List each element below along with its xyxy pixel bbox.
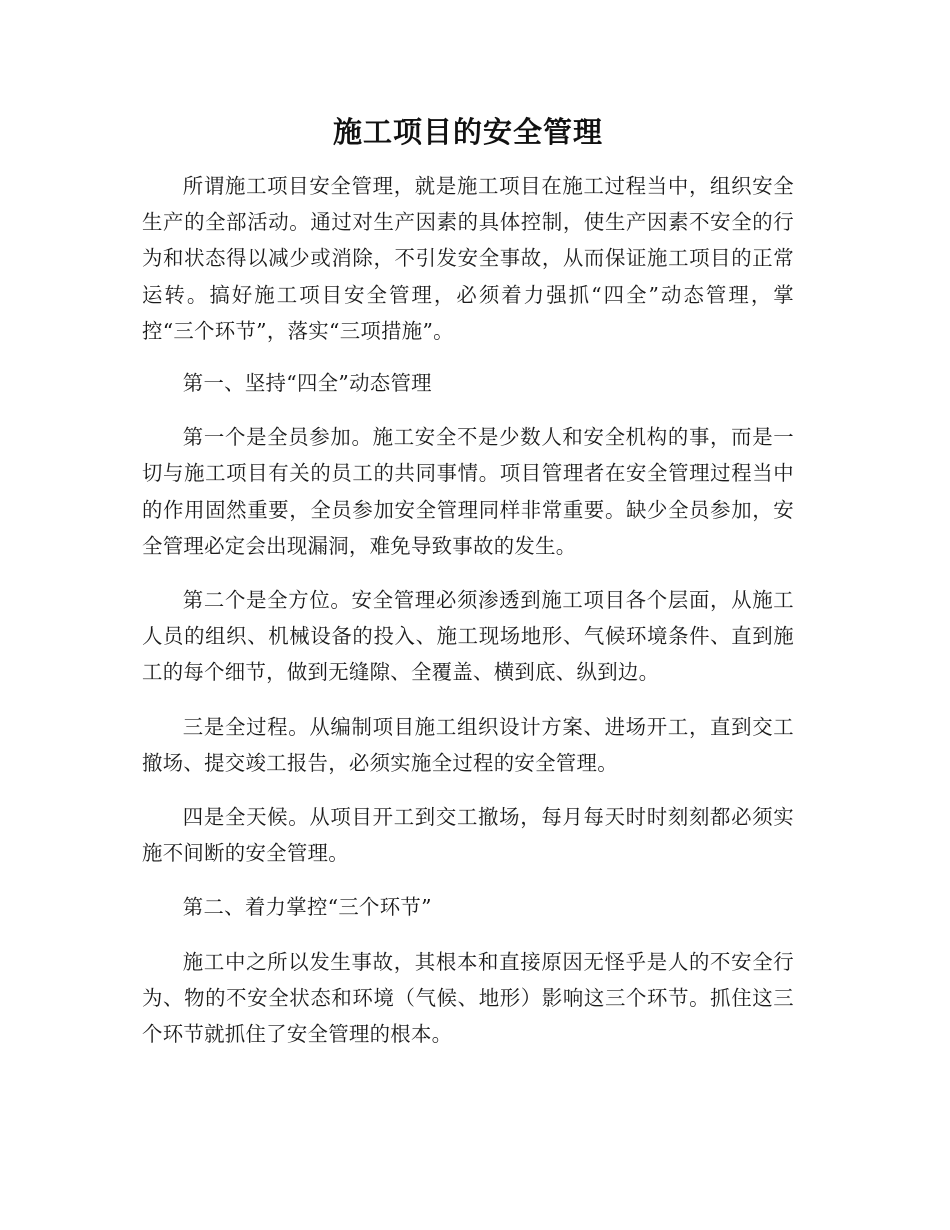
paragraph-accident-causes: 施工中之所以发生事故，其根本和直接原因无怪乎是人的不安全行为、物的不安全状态和环境（气候、地形）影响这三个环节。抓住这三个环节就抓住了安全管理的根本。 [142,949,794,1047]
section-heading-four-all: 第一、坚持“四全”动态管理 [182,371,432,396]
document-page [142,112,794,1052]
section-heading-three-links: 第二、着力掌控“三个环节” [182,895,432,920]
paragraph-all-weather: 四是全天候。从项目开工到交工撤场，每月每天时时刻刻都必须实施不间断的安全管理。 [142,805,794,866]
paragraph-intro: 所谓施工项目安全管理，就是施工项目在施工过程当中，组织安全生产的全部活动。通过对生产因素的具体控制，使生产因素不安全的行为和状态得以减少或消除，不引发安全事故，从而保证施工项目的正常运转。搞好施工项目安全管理，必须着力强抓“四全”动态管理，掌控“三个环节”，落实“三项措施”。 [142,174,794,343]
paragraph-all-staff: 第一个是全员参加。施工安全不是少数人和安全机构的事，而是一切与施工项目有关的员工的共同事情。项目管理者在安全管理过程当中的作用固然重要，全员参加安全管理同样非常重要。缺少全员参加，安全管理必定会出现漏洞，难免导致事故的发生。 [142,425,794,558]
paragraph-all-directions: 第二个是全方位。安全管理必须渗透到施工项目各个层面，从施工人员的组织、机械设备的投入、施工现场地形、气候环境条件、直到施工的每个细节，做到无缝隙、全覆盖、横到底、纵到边。 [142,588,794,685]
paragraph-whole-process: 三是全过程。从编制项目施工组织设计方案、进场开工，直到交工撤场、提交竣工报告，必须实施全过程的安全管理。 [142,714,794,775]
document-title: 施工项目的安全管理 [332,115,603,149]
